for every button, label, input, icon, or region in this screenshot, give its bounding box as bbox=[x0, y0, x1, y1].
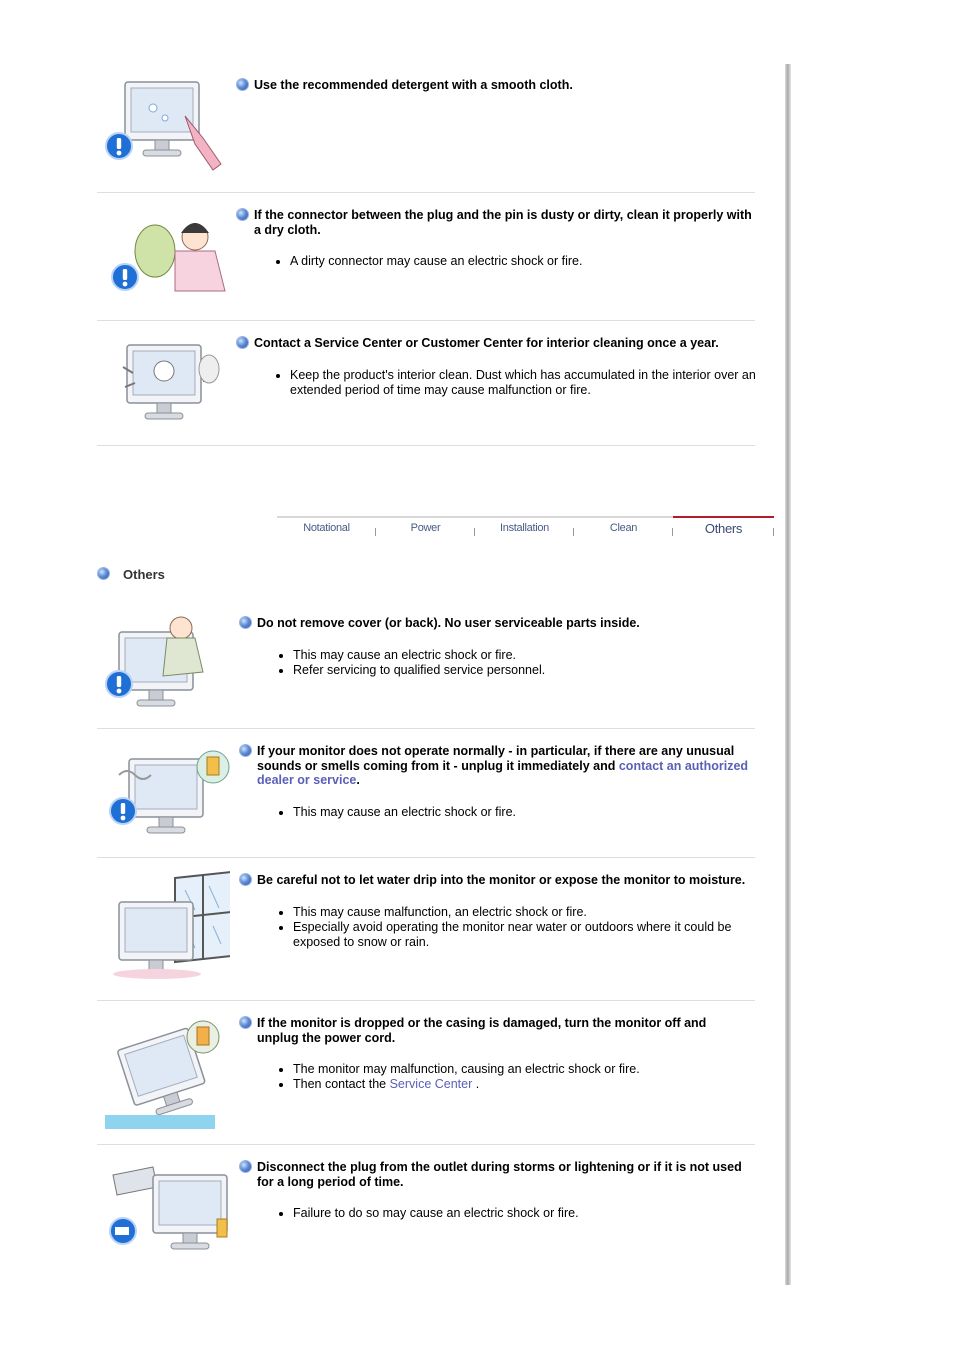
heading-bullet-icon bbox=[237, 209, 248, 220]
tab-clean[interactable]: Clean bbox=[574, 522, 673, 534]
heading-bullet-icon bbox=[240, 874, 251, 885]
monitor-cleaning-cloth-icon bbox=[105, 78, 230, 173]
item-bullet: • This may cause an electric shock or fire. bbox=[293, 805, 750, 820]
service-center-link[interactable]: Service Center bbox=[389, 1077, 473, 1091]
others-item-5 bbox=[97, 1145, 755, 1265]
cleaning-item-3 bbox=[97, 321, 755, 446]
item-bullet: • Then contact the Service Center . bbox=[293, 1077, 750, 1092]
tab-power[interactable]: Power bbox=[376, 522, 475, 534]
item-heading: Contact a Service Center or Customer Center for interior cleaning once a year. bbox=[254, 336, 719, 350]
item-bullet: • The monitor may malfunction, causing an electric shock or fire. bbox=[293, 1062, 750, 1077]
section-title: Others bbox=[97, 567, 165, 582]
others-item-3 bbox=[97, 858, 755, 1001]
section-bullet-icon bbox=[98, 568, 109, 579]
others-item-4 bbox=[97, 1001, 755, 1145]
heading-bullet-icon bbox=[240, 745, 251, 756]
monitor-rain-window-icon bbox=[105, 870, 230, 980]
tab-installation[interactable]: Installation bbox=[475, 522, 574, 534]
unplug-storm-monitor-icon bbox=[105, 1163, 230, 1258]
item-heading: If the connector between the plug and the pin is dusty or dirty, clean it properly with a dry cloth. bbox=[254, 208, 752, 237]
item-heading: Be careful not to let water drip into the monitor or expose the monitor to moisture. bbox=[257, 873, 746, 887]
page-scroll-divider bbox=[785, 64, 791, 1285]
contact-dealer-link[interactable]: contact an authorized dealer or service bbox=[257, 758, 749, 787]
item-heading: If your monitor does not operate normally - in particular, if there are any unusual sounds or smells coming from it - unplug it immediately and bbox=[257, 744, 735, 773]
cleaning-item-1 bbox=[97, 64, 755, 193]
item-bullet: • Especially avoid operating the monitor near water or outdoors where it could be exposed to snow or rain. bbox=[293, 920, 753, 950]
cleaning-item-2 bbox=[97, 193, 755, 321]
item-bullet: • This may cause malfunction, an electric shock or fire. bbox=[293, 905, 753, 920]
dusty-monitor-icon bbox=[105, 337, 230, 432]
item-bullet: • Keep the product's interior clean. Dust which has accumulated in the interior over an extended period of time may cause malfunction or fire. bbox=[290, 368, 760, 398]
item-heading: Use the recommended detergent with a smooth cloth. bbox=[254, 78, 573, 92]
others-item-2: If your monitor does not operate normally - in particular, if there are any unusual sounds or smells coming from it - unplug it immediately and contact an authorized dealer or service. • This may cause an electric shock or fire. bbox=[97, 729, 755, 858]
person-cleaning-plug-icon bbox=[105, 211, 230, 306]
category-tabs bbox=[277, 516, 774, 542]
item-bullet: • A dirty connector may cause an electric shock or fire. bbox=[290, 254, 757, 269]
heading-bullet-icon bbox=[237, 79, 248, 90]
item-bullet: • Refer servicing to qualified service personnel. bbox=[293, 663, 750, 678]
tab-others[interactable]: Others bbox=[673, 521, 774, 536]
dropped-monitor-icon bbox=[105, 1015, 230, 1130]
active-tab-indicator bbox=[673, 516, 774, 518]
tab-notational[interactable]: Notational bbox=[277, 522, 376, 534]
heading-bullet-icon bbox=[240, 617, 251, 628]
item-heading: Disconnect the plug from the outlet during storms or lightening or if it is not used for a long period of time. bbox=[257, 1160, 742, 1189]
item-heading: If the monitor is dropped or the casing is damaged, turn the monitor off and unplug the power cord. bbox=[257, 1016, 707, 1045]
item-bullet: • Failure to do so may cause an electric shock or fire. bbox=[293, 1206, 750, 1221]
heading-bullet-icon bbox=[240, 1161, 251, 1172]
item-heading: Do not remove cover (or back). No user serviceable parts inside. bbox=[257, 616, 640, 630]
heading-bullet-icon bbox=[237, 337, 248, 348]
smoking-monitor-unplug-icon bbox=[105, 745, 230, 840]
heading-bullet-icon bbox=[240, 1017, 251, 1028]
others-item-1 bbox=[97, 600, 755, 729]
repairman-monitor-icon bbox=[105, 614, 230, 709]
item-bullet: • This may cause an electric shock or fire. bbox=[293, 648, 750, 663]
